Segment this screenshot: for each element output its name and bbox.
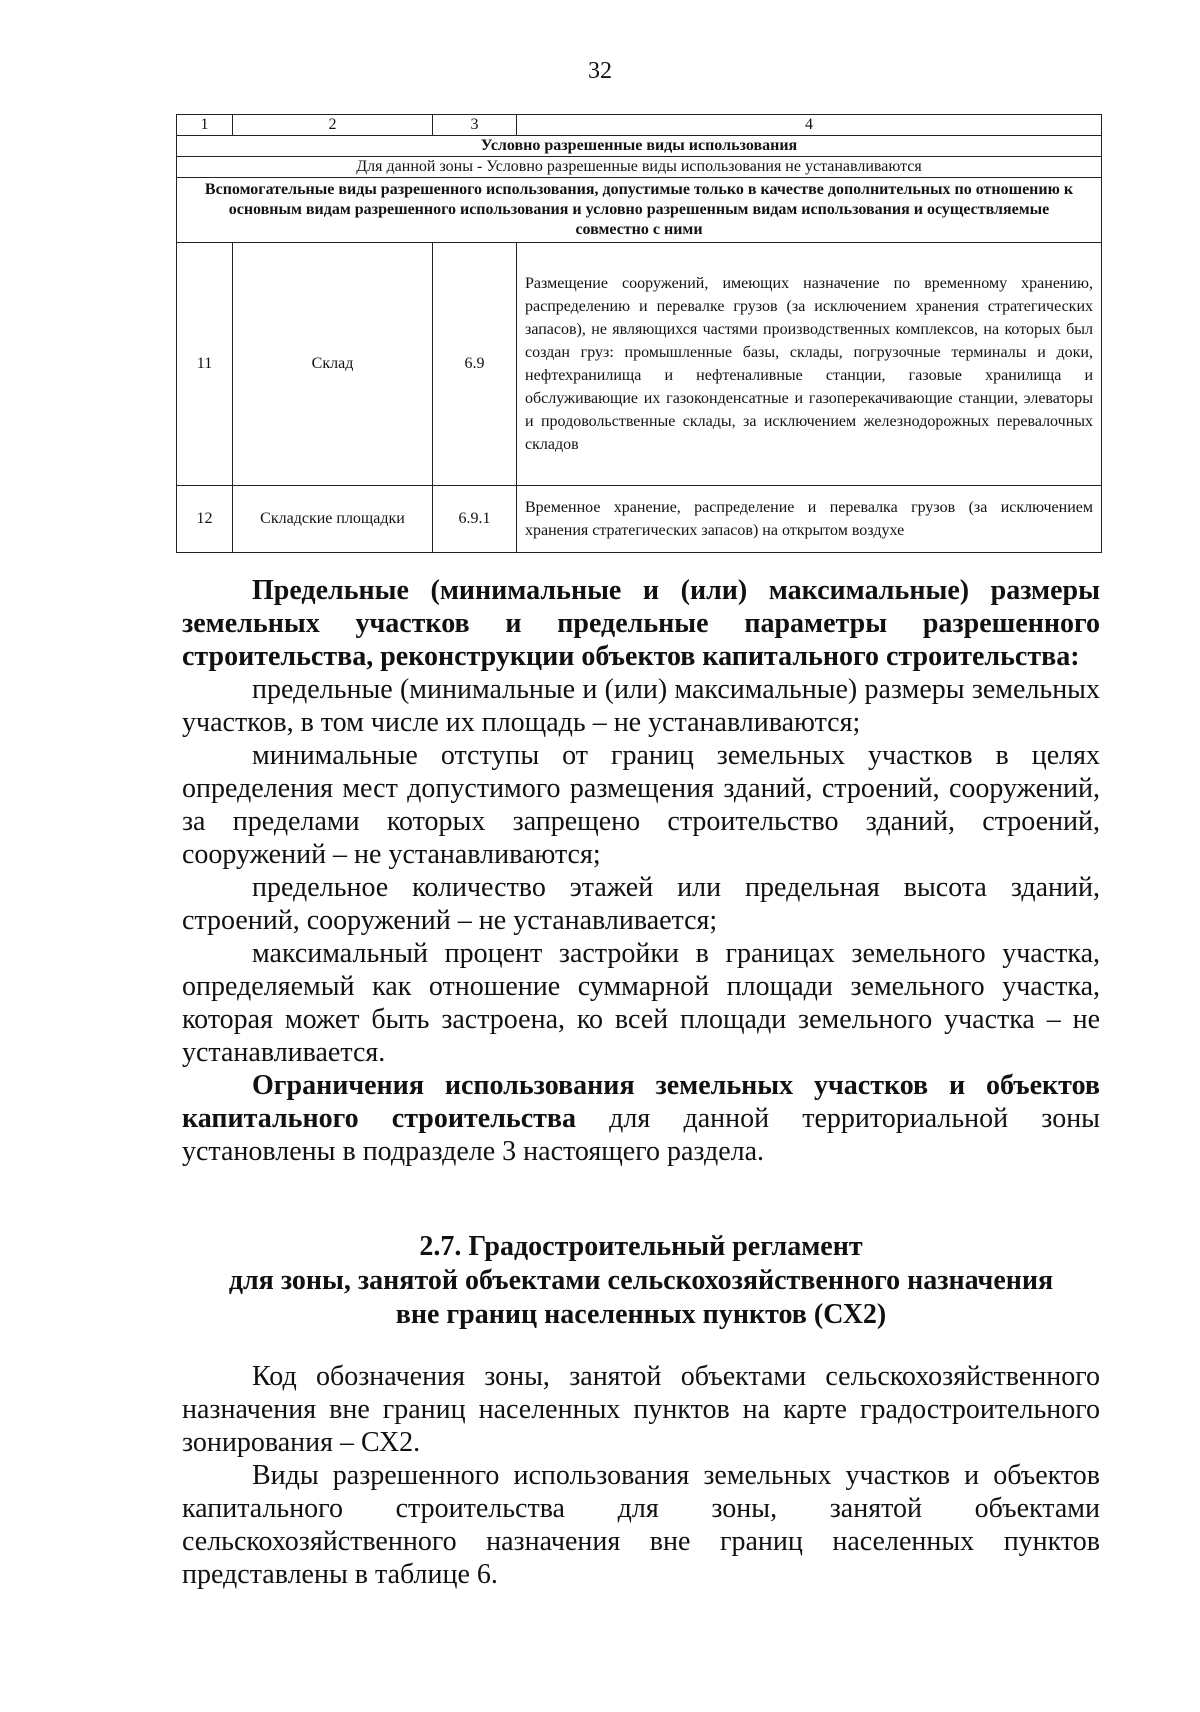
table-header-row (177, 115, 1102, 136)
table-section-row (177, 178, 1102, 243)
row-use-code: 6.9 (433, 243, 517, 486)
row-number: 11 (177, 243, 233, 486)
zone-code-paragraph: Код обозначения зоны, занятой объектами сельскохозяйственного назначения вне границ населенных пунктов на карте градостроительного зонирования – СХ2. (182, 1361, 1100, 1458)
conditional-uses-note: Для данной зоны - Условно разрешенные виды использования не устанавливаются (177, 157, 1102, 178)
row-number: 12 (177, 486, 233, 553)
section-title (182, 1230, 1100, 1332)
limits-item: предельное количество этажей или предельная высота зданий, строений, сооружений – не устанавливается; (182, 872, 1100, 936)
zone-description (182, 1360, 1100, 1591)
page-number: 32 (588, 58, 612, 84)
row-description: Временное хранение, распределение и перевалка грузов (за исключением хранения стратегических запасов) на открытом воздухе (517, 486, 1102, 553)
row-use-name: Склад (233, 243, 433, 486)
usage-table (176, 114, 1102, 553)
column-header: 2 (233, 115, 433, 136)
section-title-line: для зоны, занятой объектами сельскохозяйственного назначения (228, 1265, 1054, 1296)
row-use-code: 6.9.1 (433, 486, 517, 553)
conditional-uses-title: Условно разрешенные виды использования (177, 136, 1102, 157)
row-use-name: Складские площадки (233, 486, 433, 553)
row-description: Размещение сооружений, имеющих назначение по временному хранению, распределению и перевалке грузов (за исключением хранения стратегических запасов), не являющихся частями производственных комплексов, на которых был создан груз: промышленные базы, склады, погрузочные терминалы и доки, нефтехранилища и нефтеналивные станции, газовые хранилища и обслуживающие их газоконденсатные и газоперекачивающие станции, элеваторы и продовольственные склады, за исключением железнодорожных перевалочных складов (517, 243, 1102, 486)
table-section-row (177, 157, 1102, 178)
column-header: 1 (177, 115, 233, 136)
auxiliary-uses-title: Вспомогательные виды разрешенного использования, допустимые только в качестве дополнительных по отношению к основным видам разрешенного использования и условно разрешенным видам использования и осуществляемые совместно с ними (177, 178, 1102, 243)
limits-item: максимальный процент застройки в границах земельного участка, определяемый как отношение суммарной площади земельного участка, которая может быть застроена, ко всей площади земельного участка – не устанавливается. (182, 938, 1100, 1068)
table-row (177, 486, 1102, 553)
limits-section (182, 574, 1100, 1168)
restrictions-rest: для данной территориальной зоны установлены в подразделе 3 настоящего раздела. (182, 1103, 1100, 1167)
limits-item: предельные (минимальные и (или) максимальные) размеры земельных участков, в том числе их площадь – не устанавливаются; (182, 674, 1100, 738)
column-header: 3 (433, 115, 517, 136)
section-title-line: вне границ населенных пунктов (СХ2) (395, 1299, 887, 1330)
limits-item: минимальные отступы от границ земельных участков в целях определения мест допустимого размещения зданий, строений, сооружений, за пределами которых запрещено строительство зданий, строений, сооружений – не устанавливаются; (182, 740, 1100, 870)
usage-types-paragraph: Виды разрешенного использования земельных участков и объектов капитального строительства для зоны, занятой объектами сельскохозяйственного назначения вне границ населенных пунктов представлены в таблице 6. (182, 1460, 1100, 1590)
restrictions-bold: Ограничения использования земельных участков и объектов капитального строительства (182, 1070, 1100, 1134)
table-section-row (177, 136, 1102, 157)
table-row (177, 243, 1102, 486)
column-header: 4 (517, 115, 1102, 136)
section-title-line: 2.7. Градостроительный регламент (419, 1231, 863, 1262)
restrictions-paragraph (182, 1069, 1100, 1168)
limits-heading: Предельные (минимальные и (или) максимальные) размеры земельных участков и предельные параметры разрешенного строительства, реконструкции объектов капитального строительства: (182, 575, 1100, 672)
